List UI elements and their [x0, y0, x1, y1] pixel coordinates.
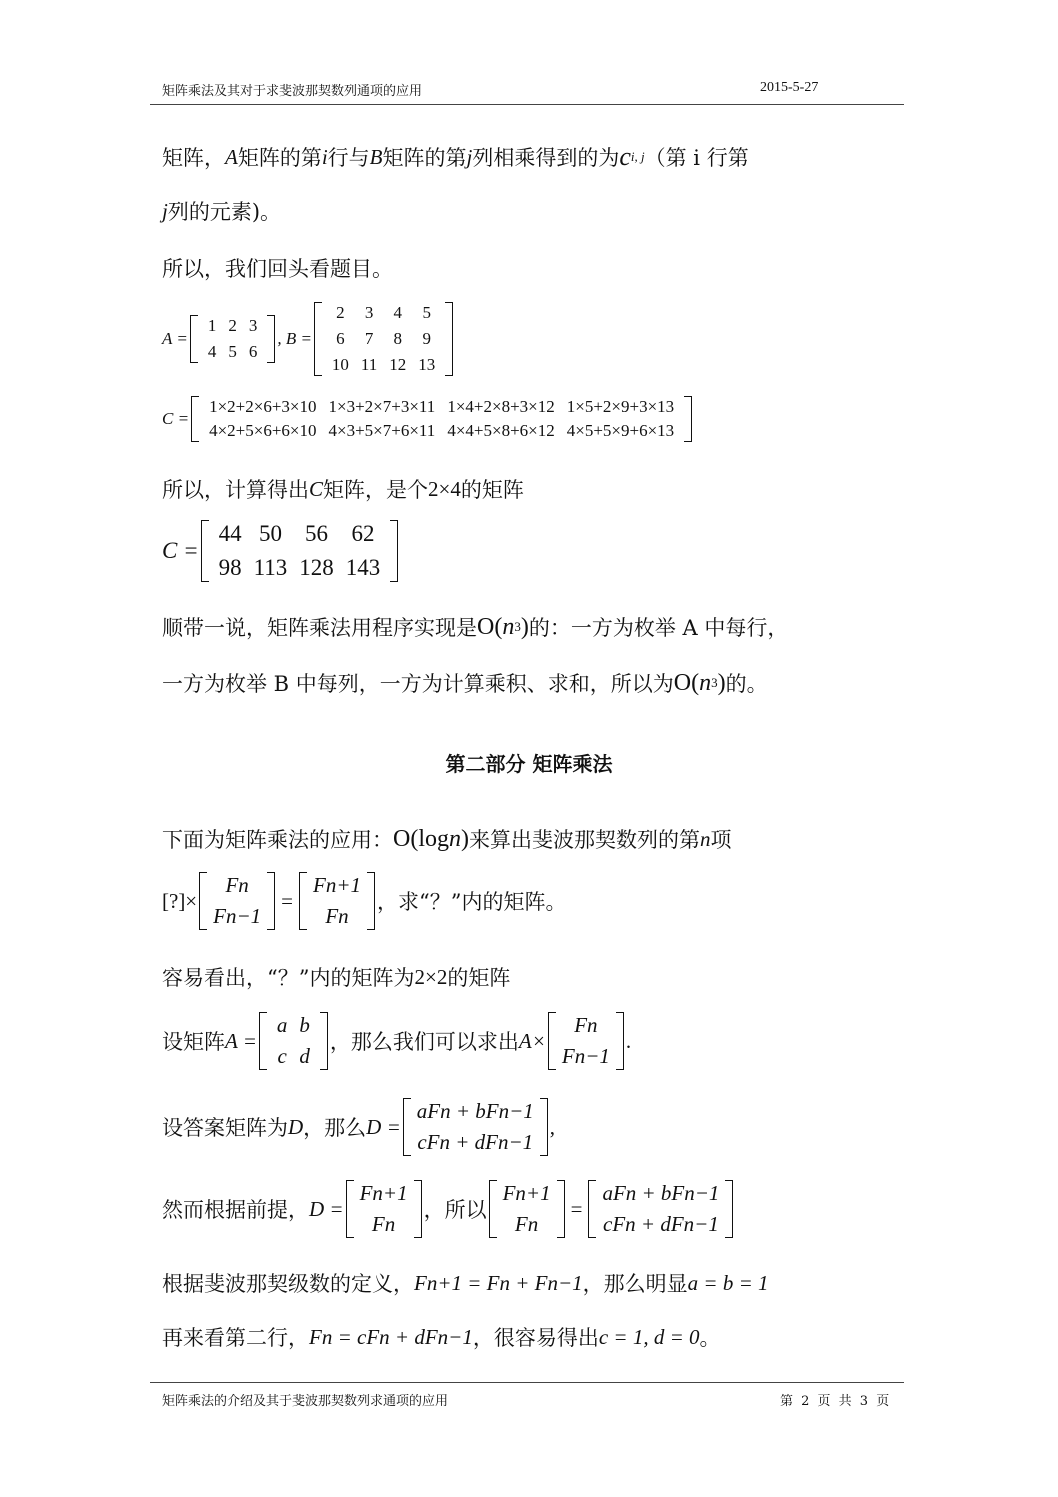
matrix-cell: 4×5+5×9+6×13 — [566, 421, 675, 440]
vector-fn-2 — [548, 1012, 624, 1070]
vector-cell: Fn+1 — [313, 873, 361, 897]
paragraph-1: 矩阵， A 矩阵的第 i 行与 B 矩阵的第 j 列相乘得到的为 c i, j （第 i 行第 — [162, 142, 749, 171]
matrix-cell: 2 — [228, 316, 237, 335]
matrix-b — [314, 302, 453, 376]
vector-cell: Fn+1 — [359, 1181, 408, 1205]
matrix-cell: 5 — [422, 303, 432, 322]
footer-rule — [150, 1382, 904, 1383]
matrix-cell: 5 — [228, 342, 237, 361]
paragraph-6: 一方为枚举 B 中每列，一方为计算乘积、求和，所以为 O( n 3 ) 的。 — [162, 669, 768, 696]
matrix-cell: 143 — [345, 555, 381, 580]
vector-cell: cFn + dFn−1 — [603, 1212, 719, 1236]
matrix-cell: a — [276, 1013, 288, 1037]
vector-answer — [403, 1098, 548, 1156]
paragraph-4: 所以，计算得出 C 矩阵，是个 2×4 的矩阵 — [162, 476, 524, 502]
header-rule — [150, 104, 904, 105]
matrix-c — [191, 396, 692, 442]
matrix-cell: 4×3+5×7+6×11 — [328, 421, 436, 440]
vector-cell: cFn + dFn−1 — [417, 1130, 534, 1154]
vector-fn-plus-1-b — [489, 1180, 565, 1238]
vector-cell: Fn−1 — [561, 1044, 610, 1068]
header-title: 矩阵乘法及其对于求斐波那契数列通项的应用 — [162, 84, 423, 99]
matrix-cell: d — [299, 1044, 310, 1068]
paragraph-10: 设矩阵 A = a b c d ，那么我们可以求出 A× Fn Fn−1 . — [162, 1013, 632, 1068]
vector-cell: Fn — [574, 1013, 598, 1037]
footer-title: 矩阵乘法的介绍及其于斐波那契数列求通项的应用 — [162, 1394, 449, 1409]
vector-cell: Fn−1 — [213, 904, 262, 928]
header-date: 2015-5-27 — [760, 80, 819, 95]
vector-cell: Fn — [325, 904, 349, 928]
paragraph-3: 所以，我们回头看题目。 — [162, 257, 393, 281]
matrix-cell: 2 — [336, 303, 345, 322]
vector-cell: Fn+1 — [502, 1181, 551, 1205]
matrix-cell: 56 — [305, 521, 329, 546]
matrix-cell: c — [277, 1044, 287, 1068]
matrix-cell: 1×2+2×6+3×10 — [209, 397, 317, 416]
matrix-cell: 6 — [248, 342, 258, 361]
matrix-cell: 11 — [360, 355, 378, 374]
paragraph-8: [?]× Fn Fn−1 = Fn+1 Fn ，求“？”内的矩阵。 — [162, 873, 567, 928]
matrix-cell: 62 — [351, 521, 375, 546]
matrix-cell: 1×3+2×7+3×11 — [328, 397, 436, 416]
matrix-cell: 12 — [389, 355, 407, 374]
matrix-cell: 50 — [258, 521, 282, 546]
matrix-c-values — [201, 520, 399, 582]
vector-cell: Fn — [225, 873, 249, 897]
vector-cell: Fn — [371, 1212, 396, 1236]
matrix-c-expanded: C = 1×2+2×6+3×10 1×3+2×7+3×11 1×4+2×8+3×12 1×5+2×9+3×13 4×2+5×6+6×10 4×3+5×7+6×11 4×4+5×8+6×12 4×5+5×9+6×13 — [162, 396, 694, 442]
matrix-cell: 3 — [248, 316, 258, 335]
vector-fn — [199, 872, 275, 930]
matrix-cell: 8 — [393, 329, 403, 348]
matrix-c-result: C = 44 50 56 62 98 113 128 143 — [162, 520, 400, 582]
vector-cell: Fn — [514, 1212, 539, 1236]
paragraph-11: 设答案矩阵为 D ，那么 D = aFn + bFn−1 cFn + dFn−1 , — [162, 1099, 556, 1154]
matrix-a — [190, 315, 276, 363]
matrix-cell: 113 — [253, 555, 288, 580]
matrix-cell: 7 — [364, 329, 374, 348]
matrix-cell: 128 — [299, 555, 334, 580]
matrix-cell: b — [299, 1013, 310, 1037]
matrix-cell: 98 — [218, 555, 242, 580]
matrix-cell: 1 — [207, 316, 217, 335]
vector-fn-plus-1 — [299, 872, 375, 930]
paragraph-14: 再来看第二行， Fn = cFn + dFn−1 ，很容易得出 c = 1, d = 0 。 — [162, 1324, 721, 1350]
matrix-cell: 44 — [218, 521, 242, 546]
matrix-cell: 6 — [336, 329, 345, 348]
matrix-cell: 4 — [207, 342, 217, 361]
vector-cell: aFn + bFn−1 — [602, 1181, 720, 1205]
vector-d — [346, 1180, 422, 1238]
paragraph-9: 容易看出，“？”内的矩阵为 2×2 的矩阵 — [162, 964, 511, 990]
matrix-cell: 13 — [418, 355, 436, 374]
matrix-cell: 4×2+5×6+6×10 — [209, 421, 317, 440]
section-title: 第二部分 矩阵乘法 — [445, 752, 613, 776]
matrix-cell: 1×4+2×8+3×12 — [447, 397, 555, 416]
matrix-cell: 1×5+2×9+3×13 — [566, 397, 675, 416]
matrix-cell: 10 — [331, 355, 349, 374]
vector-answer-b — [588, 1180, 733, 1238]
page-number: 第 2 页 共 3 页 — [780, 1394, 892, 1409]
paragraph-13: 根据斐波那契级数的定义， Fn+1 = Fn + Fn−1 ，那么明显 a = b = 1 — [162, 1270, 769, 1296]
paragraph-5: 顺带一说，矩阵乘法用程序实现是 O( n 3 ) 的：一方为枚举 A 中每行， — [162, 613, 789, 640]
vector-cell: aFn + bFn−1 — [416, 1099, 534, 1123]
paragraph-7: 下面为矩阵乘法的应用： O(log n ) 来算出斐波那契数列的第 n 项 — [162, 825, 732, 852]
matrix-cell: 4×4+5×8+6×12 — [447, 421, 555, 440]
matrix-cell: 3 — [364, 303, 374, 322]
matrix-cell: 9 — [422, 329, 432, 348]
matrix-a-b: A = 1 2 3 4 5 6 , B = 2 3 4 5 6 7 8 9 10 11 12 13 — [162, 302, 455, 376]
matrix-cell: 4 — [393, 303, 403, 322]
matrix-abcd — [259, 1012, 328, 1070]
paragraph-12: 然而根据前提， D = Fn+1 Fn ，所以 Fn+1 Fn = aFn + bFn−1 cFn + dFn−1 — [162, 1180, 735, 1238]
paragraph-2: j 列的元素)。 — [162, 198, 282, 224]
